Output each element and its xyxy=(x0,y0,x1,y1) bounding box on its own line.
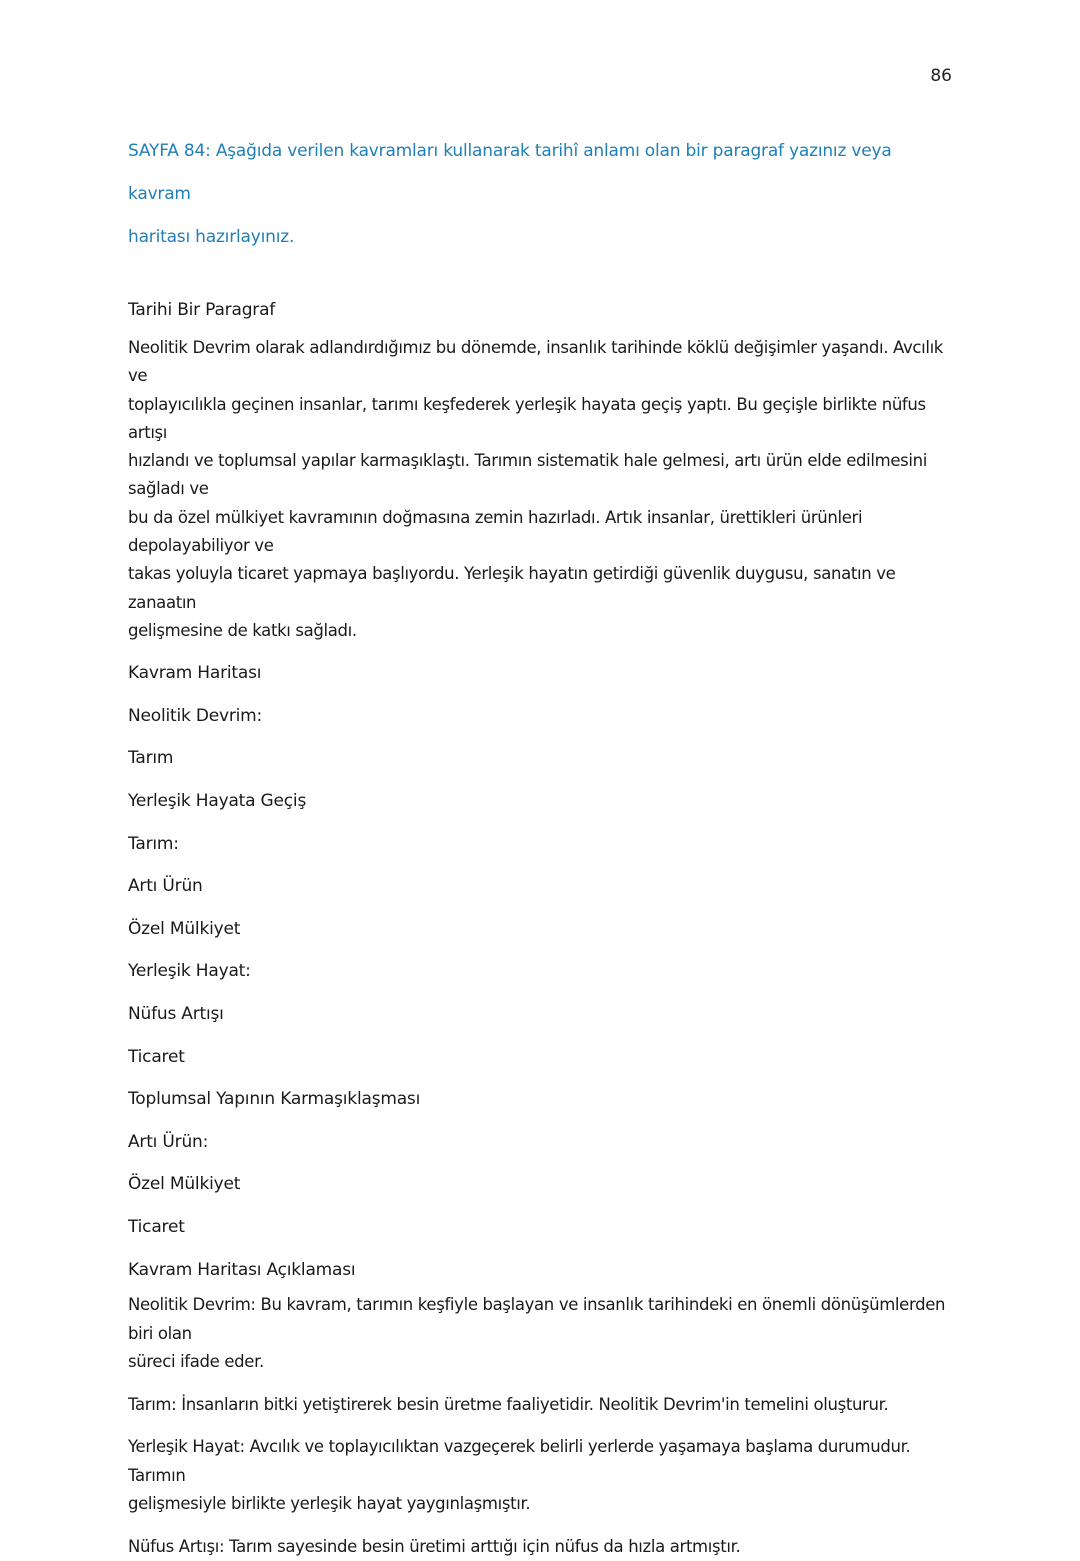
concept-map-item: Toplumsal Yapının Karmaşıklaşması xyxy=(128,1089,421,1110)
explanation-line: süreci ifade eder. xyxy=(128,1352,264,1372)
paragraph-title: Tarihi Bir Paragraf xyxy=(128,300,276,320)
paragraph-line: Neolitik Devrim olarak adlandırdığımız bu dönemde, insanlık tarihinde köklü değişimler yaşandı. Avcılık ve xyxy=(128,338,944,386)
explanation-line: Neolitik Devrim: Bu kavram, tarımın keşfiyle başlayan ve insanlık tarihindeki en önemli dönüşümlerden biri olan xyxy=(128,1295,946,1343)
concept-map-item: Nüfus Artışı xyxy=(128,1004,224,1025)
question-line: SAYFA 84: Aşağıda verilen kavramları kullanarak tarihî anlamı olan bir paragraf yazınız veya kavram xyxy=(128,141,892,204)
explanation-line: Nüfus Artışı: Tarım sayesinde besin üretimi arttığı için nüfus da hızla artmıştır. xyxy=(128,1536,741,1556)
concept-map-item: Artı Ürün xyxy=(128,876,203,897)
page-number: 86 xyxy=(930,66,952,86)
paragraph-line: gelişmesine de katkı sağladı. xyxy=(128,620,357,640)
explanation-line: Tarım: İnsanların bitki yetiştirerek besin üretme faaliyetidir. Neolitik Devrim'in temelini oluşturur. xyxy=(128,1394,889,1414)
question-line: haritası hazırlayınız. xyxy=(128,227,295,247)
explanation-entry xyxy=(128,1391,958,1420)
paragraph-line: bu da özel mülkiyet kavramının doğmasına zemin hazırladı. Artık insanlar, ürettikleri ürünleri depolayabiliyor ve xyxy=(128,507,863,556)
explanation-line: gelişmesiyle birlikte yerleşik hayat yaygınlaşmıştır. xyxy=(128,1494,531,1514)
historical-paragraph xyxy=(128,334,958,645)
concept-map-title: Kavram Haritası xyxy=(128,663,262,684)
concept-map-item: Özel Mülkiyet xyxy=(128,1174,241,1195)
concept-map-item: Neolitik Devrim: xyxy=(128,705,263,726)
concept-map-item: Yerleşik Hayat: xyxy=(128,961,251,982)
concept-map-item: Ticaret xyxy=(128,1216,185,1237)
document-body xyxy=(128,130,958,1561)
concept-map-item: Özel Mülkiyet xyxy=(128,918,241,939)
concept-map-item: Artı Ürün: xyxy=(128,1131,209,1152)
concept-map-item: Yerleşik Hayata Geçiş xyxy=(128,791,307,812)
question-prompt xyxy=(128,130,958,259)
explanation-title: Kavram Haritası Açıklaması xyxy=(128,1259,356,1280)
paragraph-line: toplayıcılıkla geçinen insanlar, tarımı keşfederek yerleşik hayata geçiş yaptı. Bu geçişle birlikte nüfus artışı xyxy=(128,394,926,442)
explanation-entry xyxy=(128,1291,958,1377)
explanation-line: Yerleşik Hayat: Avcılık ve toplayıcılıktan vazgeçerek belirli yerlerde yaşamaya başlama durumudur. Tarımın xyxy=(128,1437,911,1485)
explanation-entry xyxy=(128,1433,958,1519)
concept-map xyxy=(128,652,958,1291)
paragraph-line: takas yoluyla ticaret yapmaya başlıyordu. Yerleşik hayatın getirdiği güvenlik duygusu, sanatın ve zanaatın xyxy=(128,564,896,612)
concept-map-item: Tarım: xyxy=(128,833,179,854)
concept-map-item: Ticaret xyxy=(128,1046,185,1067)
paragraph-line: hızlandı ve toplumsal yapılar karmaşıklaştı. Tarımın sistematik hale gelmesi, artı ürün elde edilmesini sağladı ve xyxy=(128,451,927,499)
concept-explanations xyxy=(128,1291,958,1561)
explanation-entry xyxy=(128,1533,958,1561)
concept-map-item: Tarım xyxy=(128,748,174,769)
